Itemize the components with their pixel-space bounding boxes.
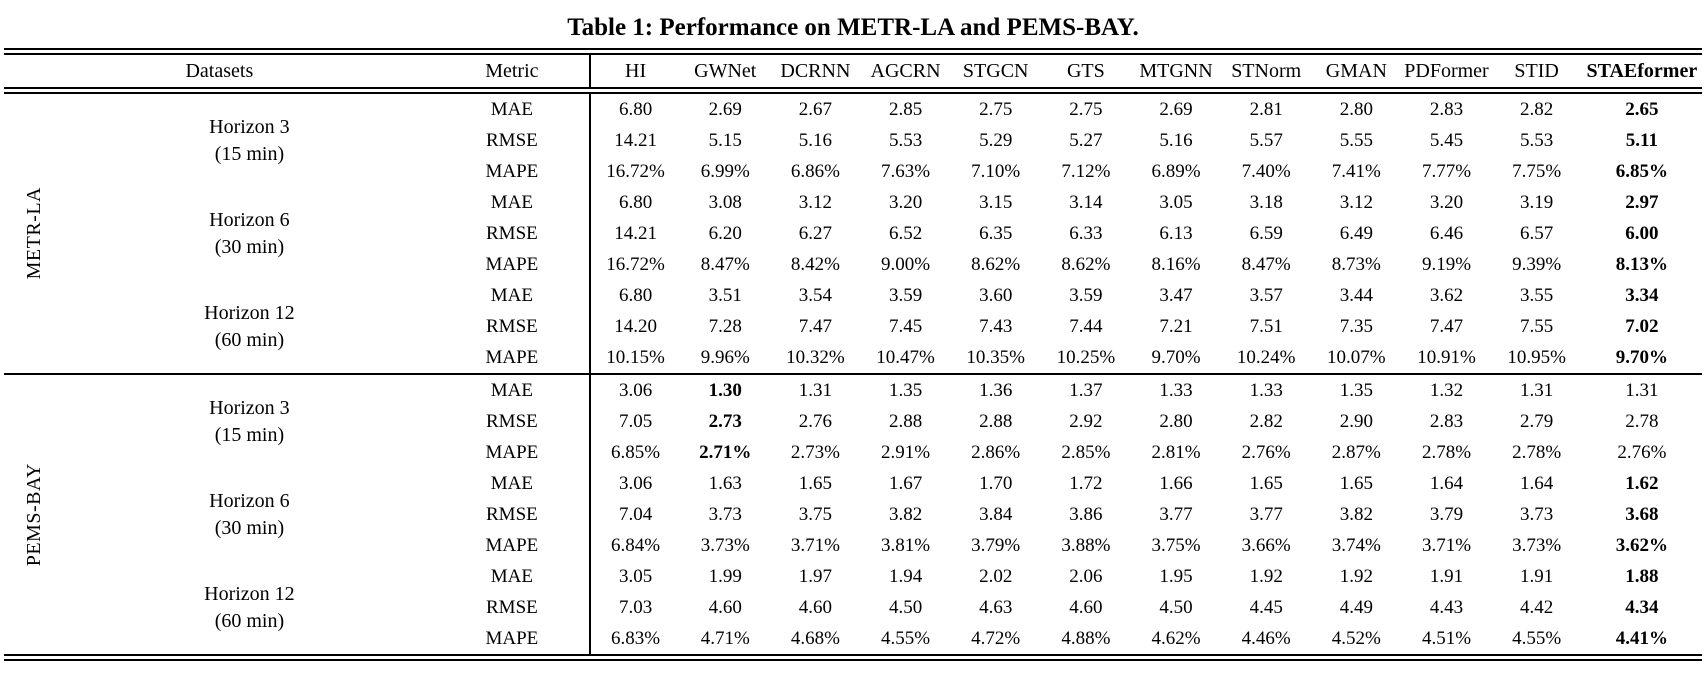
value-cell: 1.36	[951, 374, 1041, 406]
value-cell: 6.85%	[1615, 161, 1668, 182]
value-cell: 5.29	[979, 130, 1013, 151]
column-header-mtgnn: MTGNN	[1131, 52, 1221, 91]
value-cell: 1.37	[1041, 374, 1131, 406]
value-cell: 2.65	[1625, 99, 1659, 120]
value-cell: 2.06	[1069, 566, 1103, 587]
value-cell: 2.81%	[1151, 442, 1201, 463]
value-cell: 2.73	[708, 411, 742, 432]
metric-label: RMSE	[435, 406, 590, 437]
value-cell: 3.88%	[1061, 535, 1111, 556]
value-cell: 7.43	[979, 316, 1013, 337]
value-cell: 1.35	[860, 374, 950, 406]
value-cell: 1.64	[1429, 473, 1464, 494]
value-cell: 1.66	[1159, 473, 1193, 494]
value-cell: 1.95	[1159, 566, 1193, 587]
value-cell: 3.79%	[971, 535, 1021, 556]
column-header-stgcn: STGCN	[951, 52, 1041, 91]
value-cell: 2.69	[1159, 99, 1193, 120]
value-cell: 10.47%	[876, 347, 935, 368]
value-cell: 4.62%	[1151, 628, 1201, 649]
value-cell: 3.44	[1339, 285, 1373, 306]
value-cell: 2.67	[798, 99, 833, 120]
value-cell: 4.41%	[1615, 628, 1668, 649]
table-header	[4, 52, 1702, 91]
value-cell: 6.46	[1429, 223, 1464, 244]
value-cell: 3.06	[618, 473, 653, 494]
value-cell: 1.33	[1221, 374, 1311, 406]
value-cell: 1.65	[798, 473, 833, 494]
value-cell: 7.47	[798, 316, 833, 337]
column-header-hi: HI	[590, 52, 680, 91]
value-cell: 3.12	[1339, 192, 1373, 213]
value-cell: 5.16	[1159, 130, 1193, 151]
value-cell: 3.75%	[1151, 535, 1201, 556]
value-cell: 1.88	[1625, 566, 1659, 587]
value-cell: 2.85%	[1061, 442, 1111, 463]
value-cell: 2.83	[1429, 411, 1464, 432]
value-cell: 6.27	[798, 223, 833, 244]
value-cell: 2.75	[979, 99, 1013, 120]
value-cell: 3.73	[708, 504, 742, 525]
value-cell: 1.32	[1401, 374, 1491, 406]
value-cell: 3.57	[1249, 285, 1283, 306]
horizon-window: (30 min)	[214, 516, 285, 539]
value-cell: 6.84%	[611, 535, 661, 556]
value-cell: 3.77	[1159, 504, 1193, 525]
value-cell: 6.49	[1339, 223, 1373, 244]
metric-label: MAE	[435, 374, 590, 406]
column-header-stnorm: STNorm	[1221, 52, 1311, 91]
horizon-name: Horizon 12	[204, 582, 295, 605]
value-cell: 8.42%	[790, 254, 840, 275]
value-cell: 3.19	[1520, 192, 1554, 213]
value-cell: 2.79	[1520, 411, 1554, 432]
table-body	[4, 91, 1702, 658]
value-cell: 7.21	[1159, 316, 1193, 337]
value-cell: 1.64	[1520, 473, 1554, 494]
value-cell: 3.12	[798, 192, 833, 213]
metric-label: MAPE	[435, 623, 590, 658]
column-header-staeformer: STAEformer	[1582, 52, 1702, 91]
value-cell: 7.04	[618, 504, 653, 525]
value-cell: 2.83	[1429, 99, 1464, 120]
value-cell: 3.06	[590, 374, 680, 406]
horizon-window: (60 min)	[214, 609, 285, 632]
value-cell: 4.71%	[700, 628, 750, 649]
metric-label: MAE	[435, 91, 590, 126]
table-row	[4, 561, 1702, 592]
value-cell: 2.75	[1069, 99, 1103, 120]
value-cell: 3.20	[1429, 192, 1464, 213]
results-table	[4, 48, 1702, 661]
value-cell: 7.63%	[881, 161, 931, 182]
value-cell: 3.51	[708, 285, 742, 306]
column-header-pdformer: PDFormer	[1401, 52, 1491, 91]
value-cell: 1.65	[1249, 473, 1283, 494]
value-cell: 9.39%	[1512, 254, 1562, 275]
value-cell: 6.80	[618, 285, 653, 306]
column-header-gwnet: GWNet	[680, 52, 770, 91]
value-cell: 14.20	[614, 316, 657, 337]
horizon-label	[64, 374, 435, 468]
metric-label: RMSE	[435, 218, 590, 249]
value-cell: 3.79	[1429, 504, 1464, 525]
value-cell: 6.59	[1249, 223, 1283, 244]
value-cell: 3.54	[798, 285, 833, 306]
value-cell: 2.71%	[699, 442, 752, 463]
value-cell: 3.66%	[1241, 535, 1291, 556]
value-cell: 1.97	[798, 566, 833, 587]
value-cell: 7.51	[1249, 316, 1283, 337]
value-cell: 3.62	[1429, 285, 1464, 306]
value-cell: 3.55	[1520, 285, 1554, 306]
dataset-label	[4, 374, 64, 658]
value-cell: 6.35	[979, 223, 1013, 244]
header-row	[4, 52, 1702, 91]
value-cell: 5.53	[888, 130, 923, 151]
value-cell: 10.91%	[1417, 347, 1476, 368]
value-cell: 5.57	[1249, 130, 1283, 151]
column-header-dcrnn: DCRNN	[770, 52, 860, 91]
value-cell: 3.05	[618, 566, 653, 587]
metric-label: MAPE	[435, 530, 590, 561]
value-cell: 10.15%	[606, 347, 665, 368]
value-cell: 8.16%	[1151, 254, 1201, 275]
value-cell: 2.86%	[971, 442, 1021, 463]
column-header-stid: STID	[1492, 52, 1582, 91]
value-cell: 3.20	[888, 192, 923, 213]
value-cell: 3.47	[1159, 285, 1193, 306]
value-cell: 1.72	[1069, 473, 1103, 494]
value-cell: 3.74%	[1331, 535, 1381, 556]
value-cell: 7.12%	[1061, 161, 1111, 182]
value-cell: 3.75	[798, 504, 833, 525]
value-cell: 2.90	[1339, 411, 1373, 432]
value-cell: 9.70%	[1151, 347, 1201, 368]
value-cell: 7.02	[1625, 316, 1659, 337]
value-cell: 7.10%	[971, 161, 1021, 182]
horizon-name: Horizon 12	[204, 301, 295, 324]
value-cell: 6.80	[618, 192, 653, 213]
horizon-name: Horizon 6	[209, 489, 290, 512]
value-cell: 10.25%	[1056, 347, 1116, 368]
value-cell: 6.57	[1520, 223, 1554, 244]
horizon-name: Horizon 3	[209, 396, 290, 419]
column-header-gts: GTS	[1041, 52, 1131, 91]
value-cell: 6.13	[1159, 223, 1193, 244]
value-cell: 3.86	[1069, 504, 1103, 525]
value-cell: 3.71%	[790, 535, 840, 556]
value-cell: 10.07%	[1327, 347, 1386, 368]
value-cell: 3.84	[979, 504, 1013, 525]
value-cell: 1.31	[770, 374, 860, 406]
value-cell: 6.99%	[700, 161, 750, 182]
value-cell: 5.45	[1429, 130, 1464, 151]
table-row	[4, 374, 1702, 406]
value-cell: 8.62%	[1061, 254, 1111, 275]
value-cell: 7.28	[708, 316, 742, 337]
dataset-label	[4, 91, 64, 375]
value-cell: 14.21	[614, 223, 657, 244]
value-cell: 4.52%	[1331, 628, 1381, 649]
value-cell: 1.31	[1582, 374, 1702, 406]
value-cell: 10.24%	[1236, 347, 1296, 368]
value-cell: 7.45	[888, 316, 923, 337]
value-cell: 14.21	[614, 130, 657, 151]
value-cell: 6.33	[1069, 223, 1103, 244]
metric-label: MAE	[435, 187, 590, 218]
metric-label: RMSE	[435, 125, 590, 156]
value-cell: 2.78	[1625, 411, 1659, 432]
column-header-gman: GMAN	[1311, 52, 1401, 91]
value-cell: 1.62	[1625, 473, 1659, 494]
value-cell: 3.14	[1069, 192, 1103, 213]
value-cell: 9.70%	[1615, 347, 1668, 368]
value-cell: 1.70	[979, 473, 1013, 494]
value-cell: 16.72%	[606, 254, 665, 275]
value-cell: 8.62%	[971, 254, 1021, 275]
value-cell: 2.88	[979, 411, 1013, 432]
value-cell: 4.50	[1159, 597, 1193, 618]
value-cell: 7.35	[1339, 316, 1373, 337]
value-cell: 7.40%	[1241, 161, 1291, 182]
value-cell: 7.47	[1429, 316, 1464, 337]
value-cell: 2.82	[1249, 411, 1283, 432]
metric-label: MAE	[435, 280, 590, 311]
horizon-label	[64, 187, 435, 280]
value-cell: 4.49	[1339, 597, 1373, 618]
value-cell: 6.83%	[611, 628, 661, 649]
column-header-agcrn: AGCRN	[860, 52, 950, 91]
horizon-label	[64, 280, 435, 374]
value-cell: 2.92	[1069, 411, 1103, 432]
value-cell: 2.85	[888, 99, 923, 120]
value-cell: 3.71%	[1421, 535, 1472, 556]
value-cell: 2.76%	[1617, 442, 1667, 463]
value-cell: 3.59	[888, 285, 923, 306]
table-row	[4, 91, 1702, 126]
value-cell: 2.76	[798, 411, 833, 432]
horizon-window: (60 min)	[214, 328, 285, 351]
value-cell: 8.73%	[1331, 254, 1381, 275]
value-cell: 2.80	[1339, 99, 1373, 120]
value-cell: 1.91	[1520, 566, 1554, 587]
value-cell: 6.00	[1625, 223, 1659, 244]
value-cell: 9.19%	[1421, 254, 1472, 275]
table-row	[4, 187, 1702, 218]
value-cell: 7.77%	[1421, 161, 1472, 182]
value-cell: 4.88%	[1061, 628, 1111, 649]
value-cell: 4.46%	[1241, 628, 1291, 649]
value-cell: 5.11	[1625, 130, 1658, 151]
value-cell: 4.45	[1249, 597, 1283, 618]
value-cell: 1.65	[1339, 473, 1373, 494]
value-cell: 1.92	[1339, 566, 1373, 587]
value-cell: 5.15	[708, 130, 742, 151]
column-header-datasets: Datasets	[4, 52, 435, 91]
metric-label: MAPE	[435, 342, 590, 374]
value-cell: 10.32%	[786, 347, 845, 368]
metric-label: RMSE	[435, 499, 590, 530]
value-cell: 8.47%	[700, 254, 750, 275]
value-cell: 3.62%	[1615, 535, 1668, 556]
value-cell: 3.81%	[881, 535, 931, 556]
value-cell: 1.91	[1429, 566, 1464, 587]
value-cell: 5.55	[1339, 130, 1373, 151]
value-cell: 4.63	[979, 597, 1013, 618]
value-cell: 2.87%	[1331, 442, 1381, 463]
value-cell: 1.67	[888, 473, 923, 494]
value-cell: 2.80	[1159, 411, 1193, 432]
horizon-label	[64, 91, 435, 188]
value-cell: 4.55%	[1512, 628, 1562, 649]
value-cell: 1.35	[1311, 374, 1401, 406]
value-cell: 1.30	[680, 374, 770, 406]
value-cell: 3.73%	[700, 535, 750, 556]
value-cell: 9.00%	[881, 254, 931, 275]
value-cell: 2.69	[708, 99, 742, 120]
value-cell: 8.47%	[1241, 254, 1291, 275]
value-cell: 2.81	[1249, 99, 1283, 120]
value-cell: 7.41%	[1331, 161, 1381, 182]
value-cell: 4.42	[1520, 597, 1554, 618]
value-cell: 7.05	[618, 411, 653, 432]
value-cell: 2.78%	[1512, 442, 1562, 463]
value-cell: 3.60	[979, 285, 1013, 306]
value-cell: 1.63	[708, 473, 742, 494]
metric-label: MAPE	[435, 437, 590, 468]
value-cell: 4.55%	[881, 628, 931, 649]
value-cell: 3.73%	[1512, 535, 1562, 556]
value-cell: 2.82	[1520, 99, 1554, 120]
horizon-window: (15 min)	[214, 423, 285, 446]
value-cell: 3.05	[1159, 192, 1193, 213]
value-cell: 2.78%	[1421, 442, 1472, 463]
value-cell: 3.68	[1625, 504, 1659, 525]
value-cell: 6.80	[618, 99, 653, 120]
value-cell: 4.51%	[1421, 628, 1472, 649]
value-cell: 7.03	[618, 597, 653, 618]
metric-label: MAE	[435, 468, 590, 499]
value-cell: 3.15	[979, 192, 1013, 213]
value-cell: 7.75%	[1512, 161, 1562, 182]
horizon-window: (15 min)	[214, 142, 285, 165]
value-cell: 1.31	[1492, 374, 1582, 406]
value-cell: 8.13%	[1615, 254, 1668, 275]
value-cell: 6.86%	[790, 161, 840, 182]
table-row	[4, 468, 1702, 499]
value-cell: 4.60	[708, 597, 742, 618]
metric-label: MAPE	[435, 156, 590, 187]
horizon-label	[64, 468, 435, 561]
dataset-label-text: PEMS-BAY	[22, 462, 45, 567]
value-cell: 3.59	[1069, 285, 1103, 306]
horizon-name: Horizon 6	[209, 208, 290, 231]
value-cell: 16.72%	[606, 161, 665, 182]
metric-label: MAE	[435, 561, 590, 592]
table-row	[4, 280, 1702, 311]
value-cell: 1.99	[708, 566, 742, 587]
value-cell: 3.18	[1249, 192, 1283, 213]
value-cell: 2.73%	[790, 442, 840, 463]
value-cell: 4.43	[1429, 597, 1464, 618]
value-cell: 4.50	[888, 597, 923, 618]
value-cell: 4.34	[1625, 597, 1659, 618]
value-cell: 2.02	[979, 566, 1013, 587]
value-cell: 7.44	[1069, 316, 1103, 337]
value-cell: 3.82	[1339, 504, 1373, 525]
dataset-label-text: METR-LA	[22, 187, 45, 280]
value-cell: 6.20	[708, 223, 742, 244]
column-header-metric: Metric	[435, 52, 590, 91]
value-cell: 3.08	[708, 192, 742, 213]
value-cell: 4.68%	[790, 628, 840, 649]
value-cell: 5.53	[1520, 130, 1554, 151]
metric-label: MAPE	[435, 249, 590, 280]
value-cell: 1.92	[1249, 566, 1283, 587]
value-cell: 4.60	[1069, 597, 1103, 618]
value-cell: 6.52	[888, 223, 923, 244]
value-cell: 4.60	[798, 597, 833, 618]
value-cell: 2.91%	[881, 442, 931, 463]
value-cell: 3.82	[888, 504, 923, 525]
value-cell: 1.33	[1131, 374, 1221, 406]
value-cell: 2.88	[888, 411, 923, 432]
value-cell: 5.27	[1069, 130, 1103, 151]
value-cell: 2.76%	[1241, 442, 1291, 463]
value-cell: 10.95%	[1507, 347, 1566, 368]
value-cell: 10.35%	[966, 347, 1025, 368]
metric-label: RMSE	[435, 592, 590, 623]
horizon-label	[64, 561, 435, 658]
value-cell: 3.34	[1625, 285, 1659, 306]
horizon-window: (30 min)	[214, 235, 285, 258]
value-cell: 3.77	[1249, 504, 1283, 525]
value-cell: 6.85%	[611, 442, 661, 463]
value-cell: 4.72%	[971, 628, 1021, 649]
value-cell: 3.73	[1520, 504, 1554, 525]
value-cell: 7.55	[1520, 316, 1554, 337]
value-cell: 1.94	[888, 566, 923, 587]
value-cell: 9.96%	[700, 347, 750, 368]
value-cell: 2.97	[1625, 192, 1659, 213]
table-caption: Table 1: Performance on METR-LA and PEMS-BAY.	[567, 14, 1139, 41]
horizon-name: Horizon 3	[209, 115, 290, 138]
value-cell: 6.89%	[1151, 161, 1201, 182]
value-cell: 5.16	[798, 130, 833, 151]
metric-label: RMSE	[435, 311, 590, 342]
